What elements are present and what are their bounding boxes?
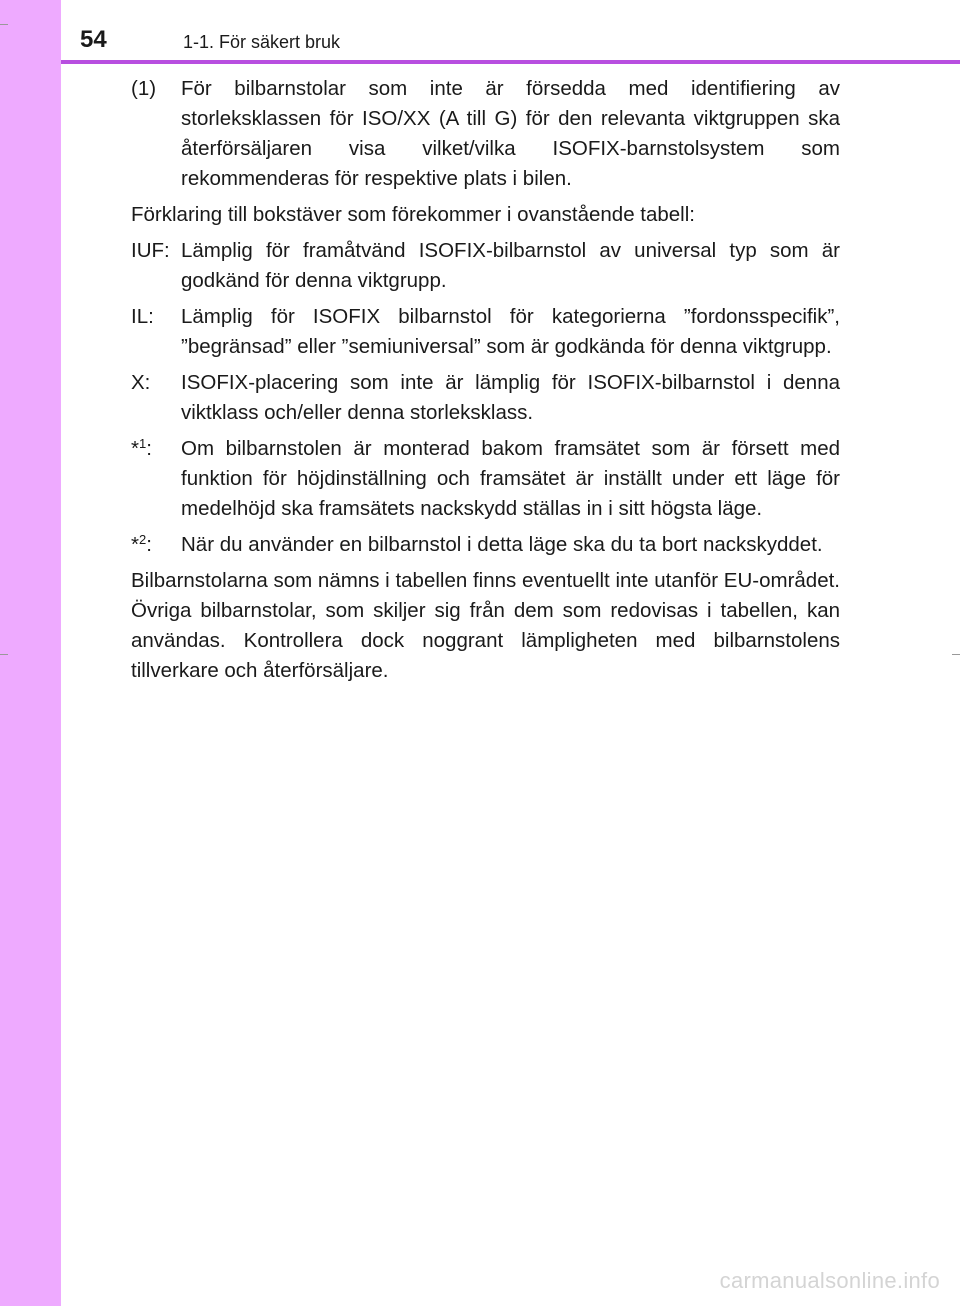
definition-iuf [131, 236, 840, 296]
definition-label: IL: [131, 305, 154, 328]
footnote-number: 2 [138, 532, 147, 547]
closing-paragraph: Bilbarnstolarna som nämns i tabellen finns eventuellt inte utanför EU-området. Övriga bilbarnstolar, som skiljer sig från dem som redovisas i tabellen, kan användas. Kontrollera dock noggrant lämpligheten med bilbarnstolens tillverkare och återförsäljare. [131, 569, 840, 682]
footnote-text: Om bilbarnstolen är monterad bakom framsätet som är försett med funktion för höjdinställning och framsätet är inställt under ett läge för medelhöjd ska framsätets nackskydd ställas in i sitt högsta läge. [181, 437, 840, 520]
crop-mark [0, 654, 8, 655]
note-text: För bilbarnstolar som inte är försedda med identifiering av storleksklassen för ISO/XX (A till G) för den relevanta viktgruppen ska återförsäljaren visa vilket/vilka ISOFIX-barnstolsystem som rekommenderas för respektive plats i bilen. [181, 77, 840, 190]
numbered-note [131, 74, 840, 194]
site-watermark: carmanualsonline.info [719, 1268, 940, 1293]
header-divider [61, 60, 960, 64]
crop-mark [0, 24, 8, 25]
section-title: 1-1. För säkert bruk [183, 32, 341, 52]
crop-mark [952, 654, 960, 655]
definition-label: X: [131, 371, 151, 394]
side-tab-strip [0, 0, 61, 1306]
definition-il [131, 302, 840, 362]
footnote-text: När du använder en bilbarnstol i detta läge ska du ta bort nackskyddet. [181, 533, 823, 556]
footnote-1 [131, 434, 840, 524]
footnote-number: 1 [138, 436, 147, 451]
definition-x [131, 368, 840, 428]
definition-text: Lämplig för framåtvänd ISOFIX-bilbarnstol av universal typ som är godkänd för denna viktgrupp. [181, 239, 840, 292]
legend-intro: Förklaring till bokstäver som förekommer i ovanstående tabell: [131, 203, 695, 226]
body-content [131, 74, 840, 692]
footnote-marker [131, 434, 181, 524]
definition-text: ISOFIX-placering som inte är lämplig för ISOFIX-bilbarnstol i denna viktklass och/eller denna storleksklass. [181, 371, 840, 424]
footnote-marker [131, 530, 181, 560]
page-number: 54 [80, 26, 107, 53]
footnote-colon: : [146, 533, 152, 556]
definition-text: Lämplig för ISOFIX bilbarnstol för kategorierna ”fordonsspecifik”, ”begränsad” eller ”semiuniversal” som är godkända för denna viktgrupp. [181, 305, 840, 358]
note-label: (1) [131, 77, 157, 100]
footnote-colon: : [146, 437, 152, 460]
footnote-star: * [131, 533, 139, 556]
definition-label: IUF: [131, 239, 170, 262]
footnote-star: * [131, 437, 139, 460]
footnote-2 [131, 530, 840, 560]
